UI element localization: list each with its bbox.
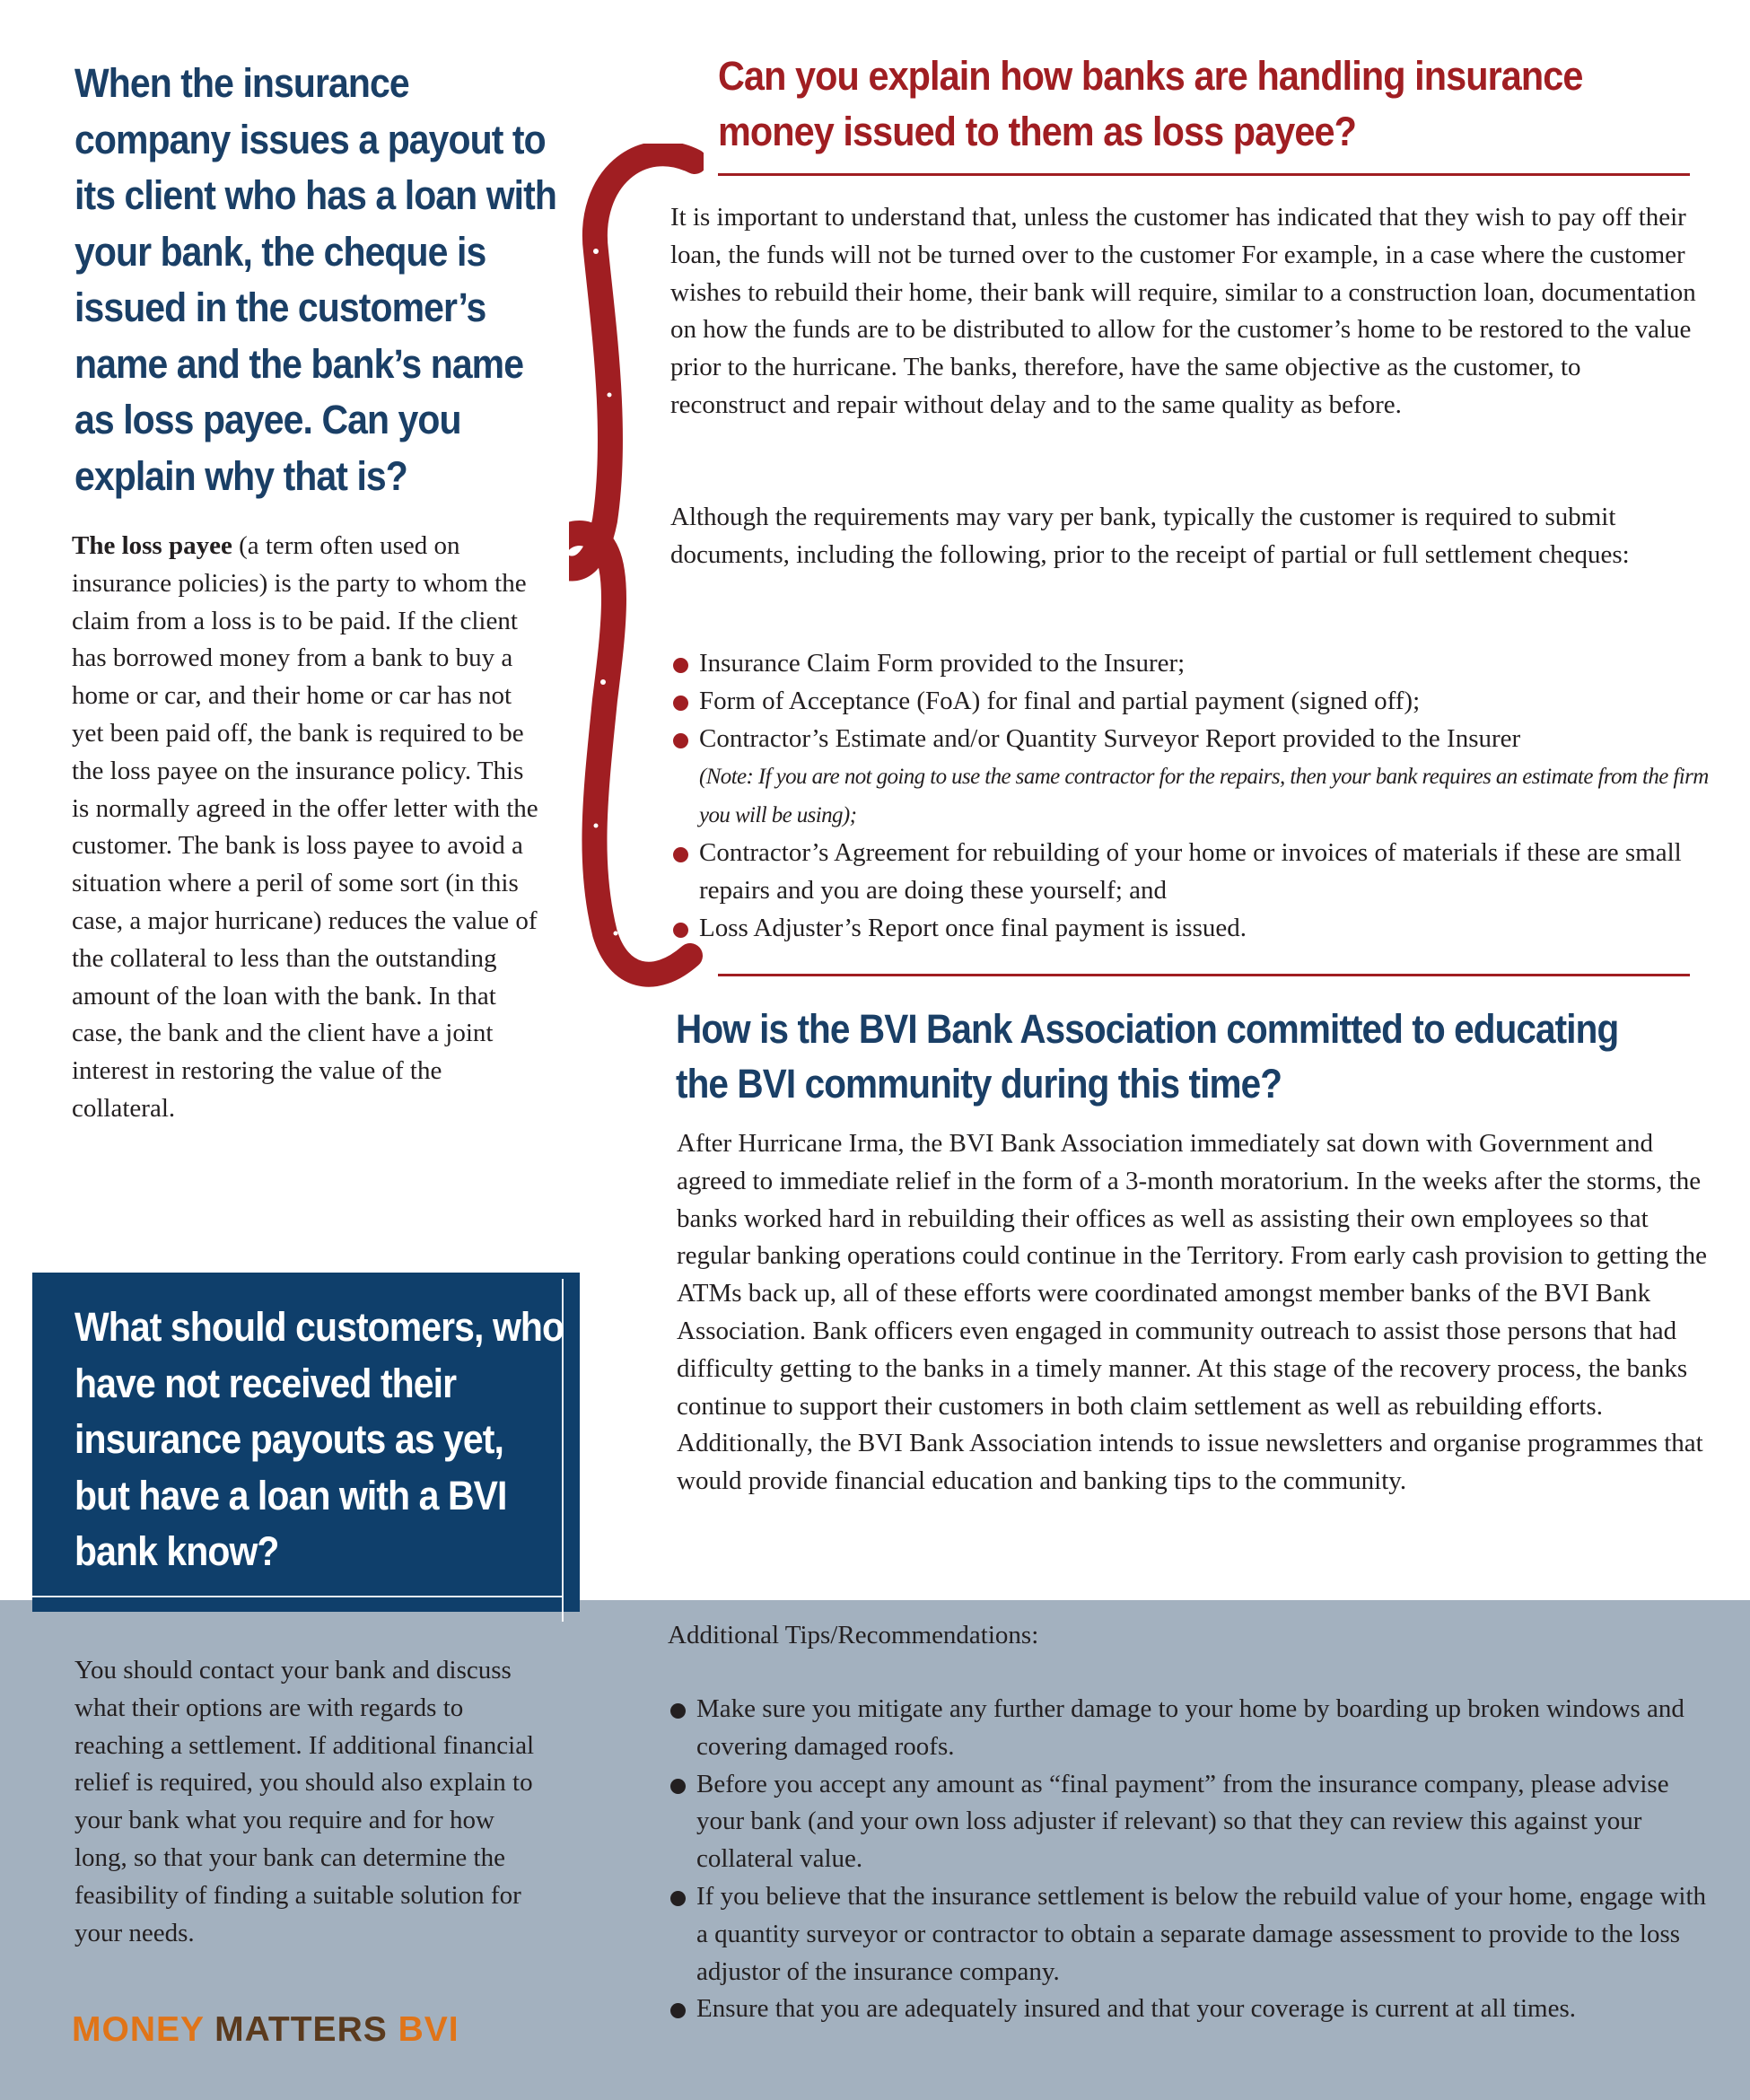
list-item: Form of Acceptance (FoA) for final and partial payment (signed off); — [670, 683, 1720, 721]
question-bank-association-heading: How is the BVI Bank Association committed to educating the BVI community during this time? — [676, 1006, 1619, 1107]
loss-payee-explanation: (a term often used on insurance policies) is the party to whom the claim from a loss is to be paid. If the client has borrowed money from a bank to buy a home or car, and their home or car has not yet been paid off, the bank is required to be the loss payee on the insurance policy. This is normally agreed in the offer letter with the customer. The bank is loss payee to avoid a situation where a peril of some sort (in this case, a major hurricane) reduces the value of the collateral to less than the outstanding amount of the loan with the bank. In that case, the bank and the client have a joint interest in restoring the value of the collateral. — [72, 531, 538, 1123]
bank-association-paragraph: After Hurricane Irma, the BVI Bank Association immediately sat down with Government and agreed to immediate relief in the form of a 3-month moratorium. In the weeks after the storms, the banks worked hard in rebuilding their offices as well as assisting their own employees so that regular banking operations could continue in the Territory. From early cash provision to getting the ATMs back up, all of these efforts were coordinated amongst member banks of the BVI Bank Association. Bank officers even engaged in community outreach to assist those persons that had difficulty getting to the banks in a timely manner. At this stage of the recovery process, the banks continue to support their customers in both claim settlement as well as rebuilding efforts. Additionally, the BVI Bank Association intends to issue newsletters and organise programmes that would provide financial education and banking tips to the community. — [677, 1129, 1708, 1496]
top-divider — [718, 173, 1690, 176]
question-customers-heading: What should customers, who have not received their insurance payouts as yet, but have a loan with a BVI bank know? — [74, 1304, 564, 1574]
list-item: Insurance Claim Form provided to the Insurer; — [670, 645, 1720, 683]
list-item: Ensure that you are adequately insured and that your coverage is current at all times. — [668, 1991, 1718, 2028]
tips-list — [668, 1691, 1718, 2028]
requirements-list — [670, 645, 1720, 947]
requirements-intro: Although the requirements may vary per bank, typically the customer is required to submit documents, including the following, prior to the receipt of partial or full settlement cheques: — [670, 503, 1630, 569]
loss-payee-answer — [72, 528, 538, 1128]
loss-payee-term: The loss payee — [72, 531, 232, 560]
list-item: Contractor’s Estimate and/or Quantity Surveyor Report provided to the Insurer (Note: If you are not going to use the same contractor for the repairs, then your bank requires an estimate from the firm you will be using); — [670, 721, 1720, 835]
banks-handling-paragraph: It is important to understand that, unless the customer has indicated that they wish to pay off their loan, the funds will not be turned over to the customer For example, in a case where the customer wishes to rebuild their home, their bank will require, similar to a construction loan, documentation on how the funds are to be distributed to allow for the customer’s home to be restored to the value prior to the hurricane. The banks, therefore, have the same objective as the customer, to reconstruct and repair without delay and to the same quality as before. — [670, 203, 1696, 419]
brand-bvi: BVI — [398, 2010, 459, 2049]
question-loss-payee-heading: When the insurance company issues a payout to its client who has a loan with your bank, the cheque is issued in the customer’s name and the bank’s name as loss payee. Can you explain why that is? — [74, 60, 556, 499]
list-item: If you believe that the insurance settlement is below the rebuild value of your home, engage with a quantity surveyor or contractor to obtain a separate damage assessment to provide to the loss adjustor of the insurance company. — [668, 1878, 1718, 1991]
tips-title: Additional Tips/Recommendations: — [668, 1621, 1039, 1649]
brand-matters: MATTERS — [214, 2010, 398, 2049]
list-item: Loss Adjuster’s Report once final payment is issued. — [670, 910, 1720, 948]
brand-money: MONEY — [72, 2010, 215, 2049]
box-accent-line-horizontal — [32, 1596, 563, 1597]
middle-divider — [718, 974, 1690, 976]
brand-logo — [72, 2010, 459, 2050]
list-item: Before you accept any amount as “final payment” from the insurance company, please advise your bank (and your own loss adjuster if relevant) so that they can review this against your collateral value. — [668, 1766, 1718, 1878]
question-banks-handling-heading: Can you explain how banks are handling insurance money issued to them as loss payee? — [718, 53, 1583, 154]
list-item: Contractor’s Agreement for rebuilding of your home or invoices of materials if these are small repairs and you are doing these yourself; and — [670, 835, 1720, 910]
contractor-note: (Note: If you are not going to use the same contractor for the repairs, then your bank requires an estimate from the firm you will be using); — [699, 765, 1709, 828]
customers-answer: You should contact your bank and discuss what their options are with regards to reaching a settlement. If additional financial relief is required, you should also explain to your bank what you require and for how long, so that your bank can determine the feasibility of finding a suitable solution for your needs. — [74, 1656, 535, 1947]
list-item: Make sure you mitigate any further damage to your home by boarding up broken windows and covering damaged roofs. — [668, 1691, 1718, 1766]
